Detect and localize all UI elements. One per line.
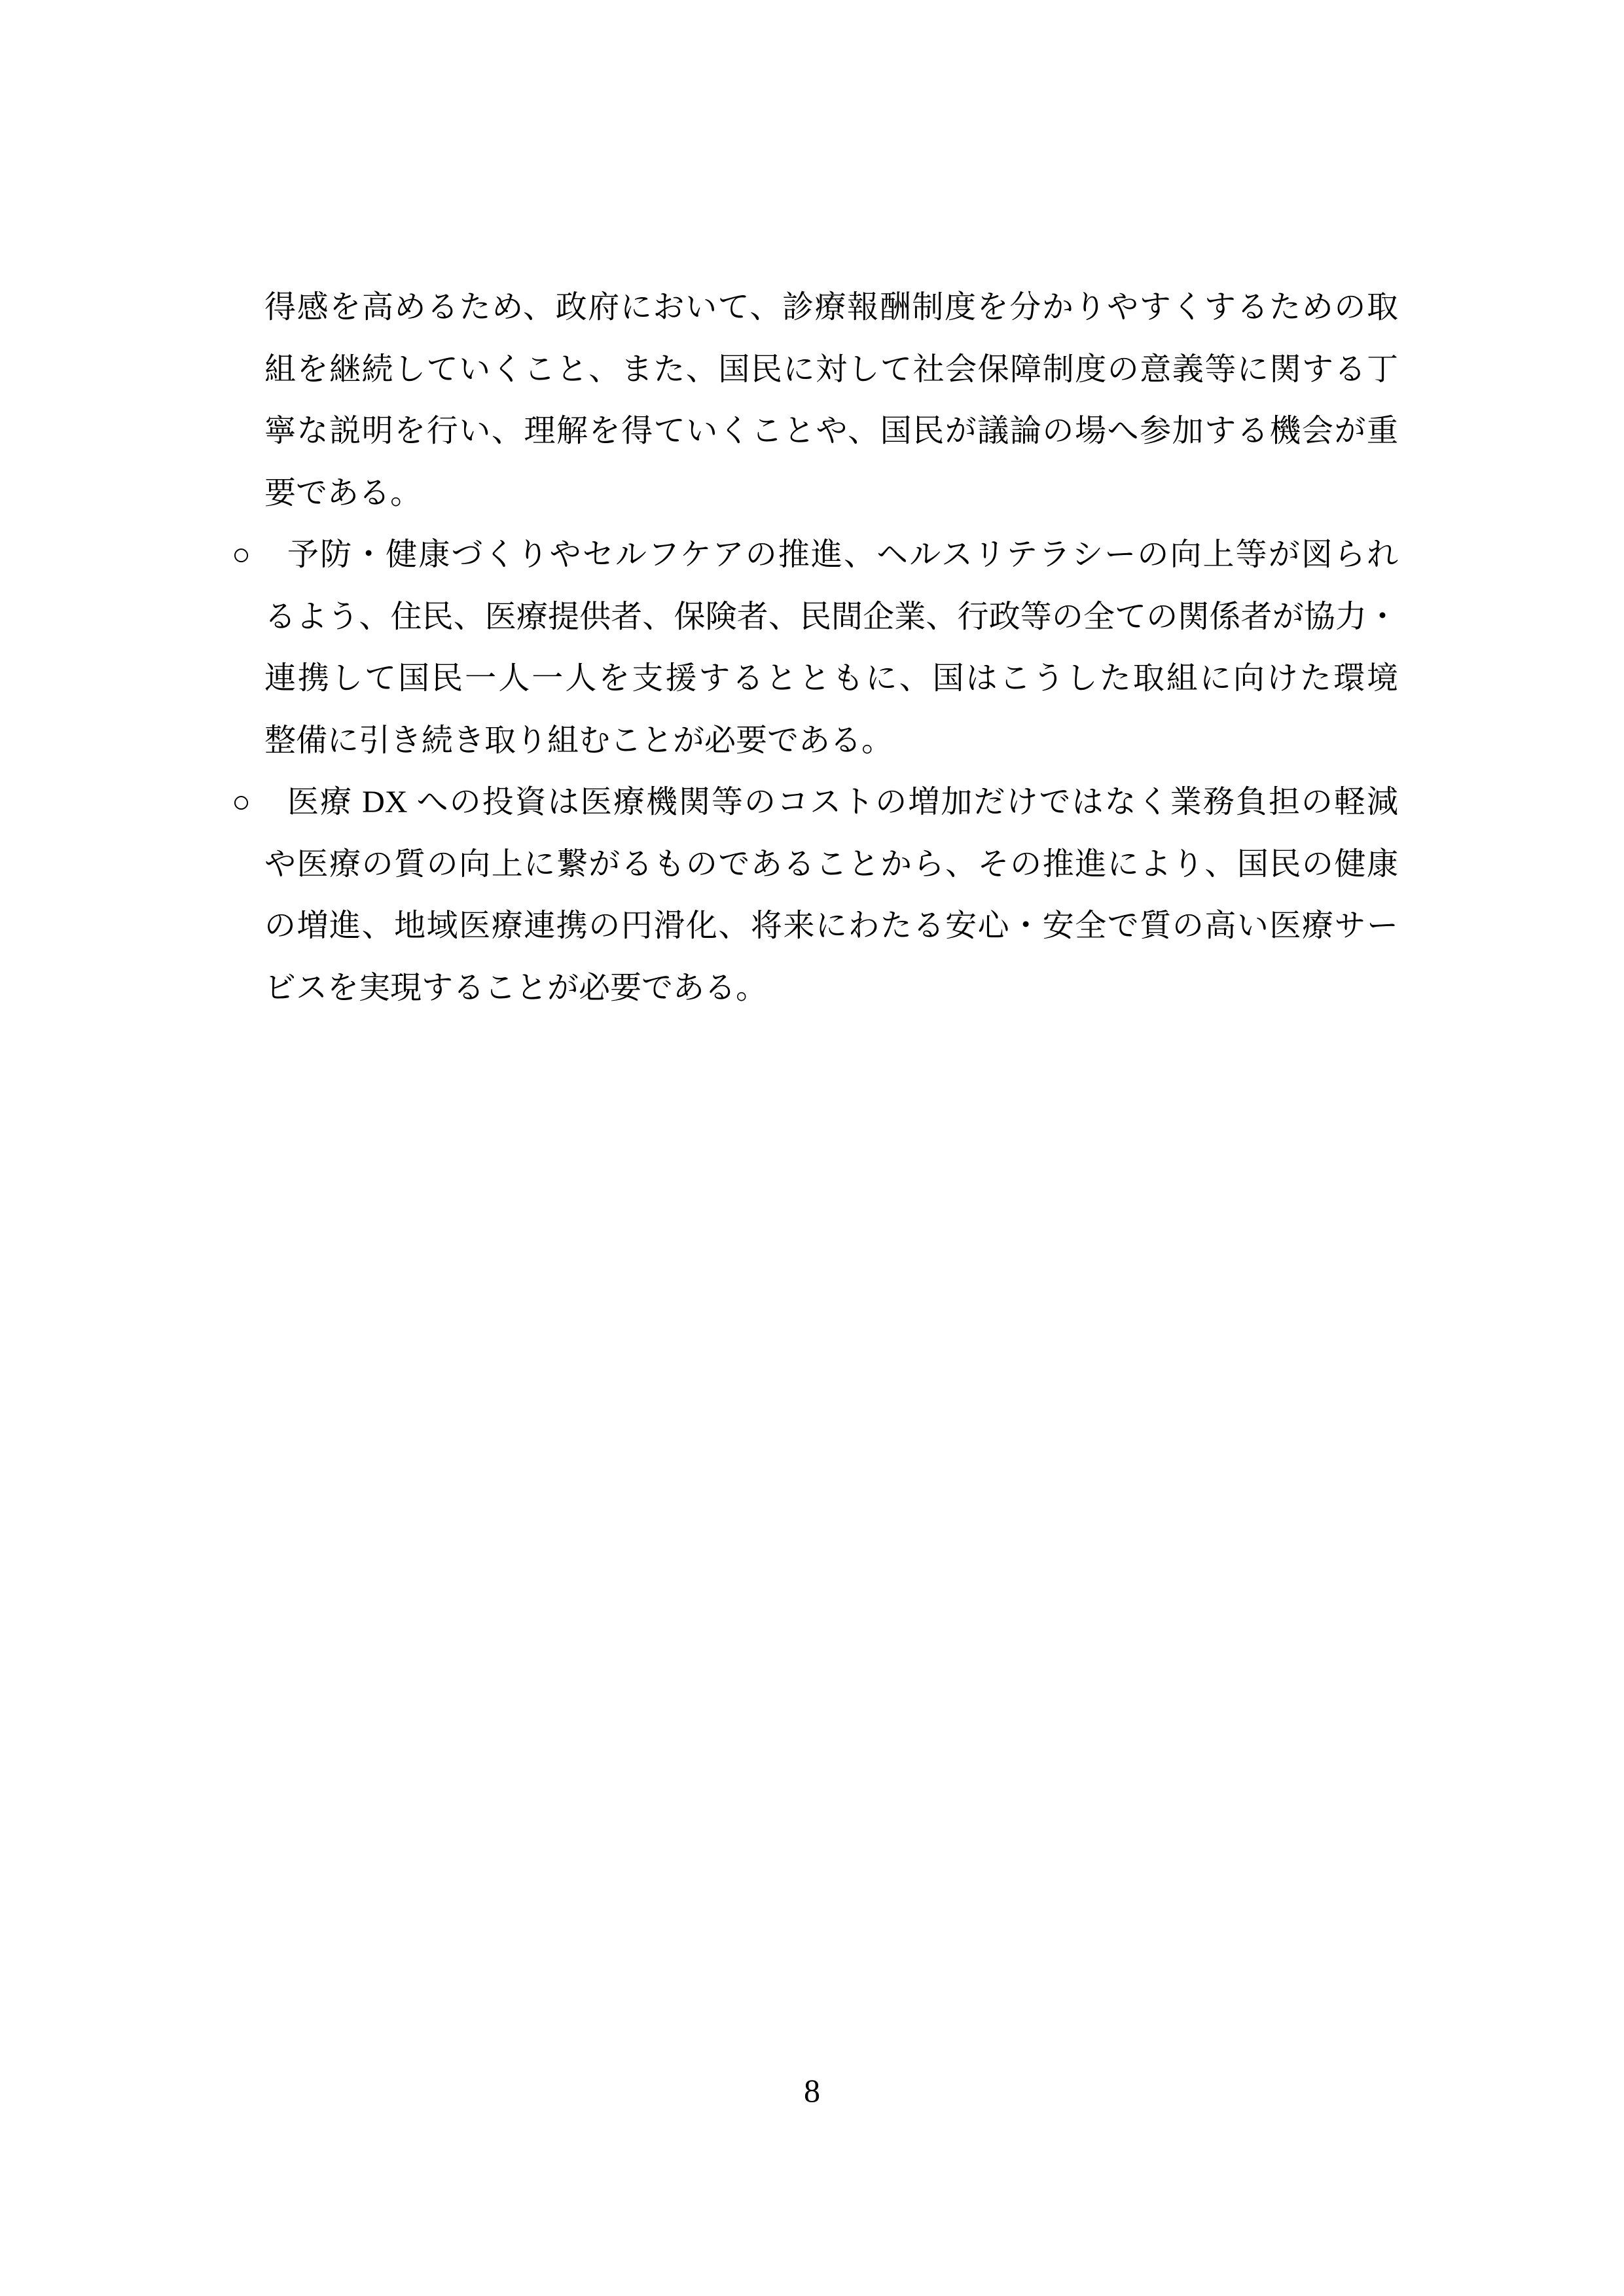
text-line-content: 要である。 (264, 475, 422, 511)
text-line (232, 463, 1398, 525)
text-line-content: ビスを実現することが必要である。 (264, 970, 768, 1005)
text-line-content: 組を継続していくこと、また、国民に対して社会保障制度の意義等に関する丁 (264, 351, 1398, 387)
list-marker-circle: ○ (232, 537, 251, 572)
text-line (232, 524, 1398, 586)
text-line (232, 339, 1398, 401)
text-line (232, 277, 1398, 339)
text-line (232, 834, 1398, 896)
text-line (232, 586, 1398, 649)
text-line (232, 710, 1398, 772)
page-number: 8 (804, 2072, 820, 2109)
text-line-content: 連携して国民一人一人を支援するとともに、国はこうした取組に向けた環境 (264, 661, 1398, 696)
text-line-content: 予防・健康づくりやセルフケアの推進、ヘルスリテラシーの向上等が図られ (287, 537, 1398, 572)
text-line (232, 958, 1398, 1020)
list-marker-circle: ○ (232, 785, 251, 819)
text-line-content: や医療の質の向上に繋がるものであることから、その推進により、国民の健康 (264, 846, 1398, 882)
text-line-content: 整備に引き続き取り組むことが必要である。 (264, 723, 893, 758)
text-line-content: の増進、地域医療連携の円滑化、将来にわたる安心・安全で質の高い医療サー (264, 908, 1398, 943)
text-line-content: るよう、住民、医療提供者、保険者、民間企業、行政等の全ての関係者が協力・ (264, 599, 1398, 634)
text-line (232, 648, 1398, 710)
text-line (232, 772, 1398, 834)
text-line (232, 895, 1398, 958)
text-line-content: 寧な説明を行い、理解を得ていくことや、国民が議論の場へ参加する機会が重 (264, 414, 1398, 448)
text-line-content: 医療 DX への投資は医療機関等のコストの増加だけではなく業務負担の軽減 (287, 785, 1398, 819)
text-line (232, 401, 1398, 463)
body-text (232, 277, 1398, 1019)
text-line-content: 得感を高めるため、政府において、診療報酬制度を分かりやすくするための取 (264, 290, 1398, 325)
